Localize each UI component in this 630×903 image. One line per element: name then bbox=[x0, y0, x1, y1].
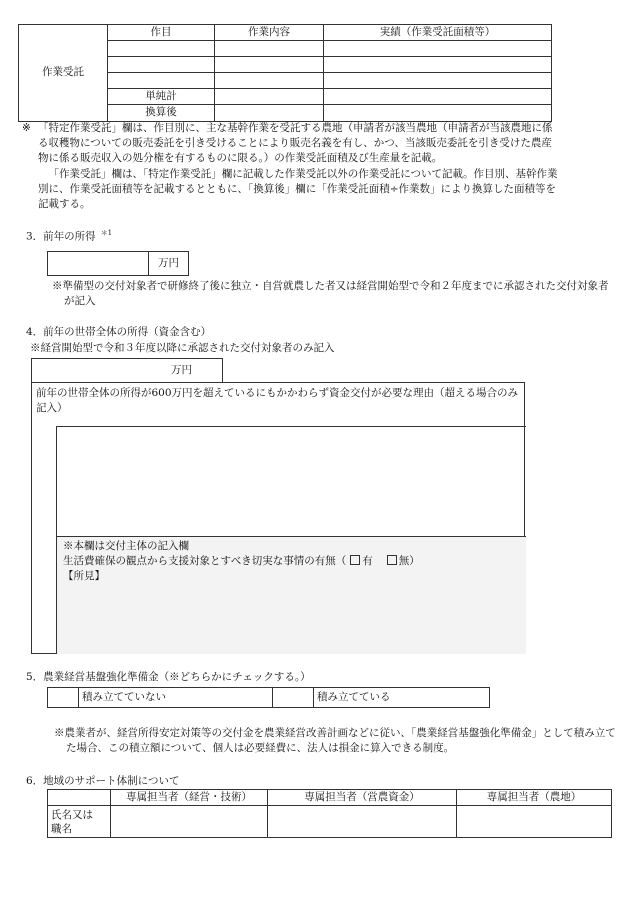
header-farmland: 専属担当者（農地） bbox=[457, 790, 612, 806]
reserve-fund-table bbox=[47, 687, 490, 708]
note-paragraph-2: 「作業受託」欄は、「特定作業受託」欄に記載した作業受託以外の作業受託について記載。作目別、基幹作業別に、作業受託面積等を記載するとともに、「換算後」欄に「作業受託面積÷作業数」により換算した面積等を記載する。 bbox=[38, 167, 558, 211]
authority-section bbox=[56, 536, 526, 654]
authority-question-text: 生活費確保の観点から支援対象とすべき切実な事情の有無（ bbox=[63, 555, 347, 567]
household-income-box bbox=[31, 358, 223, 383]
yes-checkbox[interactable] bbox=[350, 555, 360, 565]
table-cell[interactable] bbox=[215, 57, 324, 73]
reason-frame bbox=[31, 382, 525, 654]
table-cell[interactable] bbox=[324, 41, 552, 57]
section-3-note: ※準備型の交付対象者で研修終了後に独立・自営就農した者又は経営開始型で令和２年度までに承認された交付対象者が記入 bbox=[52, 280, 609, 308]
header-funding: 専属担当者（営農資金） bbox=[268, 790, 457, 806]
saving-label: 積み立てている bbox=[314, 688, 490, 708]
table-cell[interactable] bbox=[215, 89, 324, 105]
not-saving-checkbox[interactable] bbox=[48, 688, 79, 708]
footnote-marker: ＊1 bbox=[100, 229, 113, 237]
farmland-staff-input[interactable] bbox=[457, 806, 612, 838]
no-checkbox[interactable] bbox=[387, 555, 397, 565]
work-consignment-table bbox=[18, 24, 552, 122]
table-cell[interactable] bbox=[215, 105, 324, 121]
header-management: 専属担当者（経営・技術） bbox=[111, 790, 268, 806]
household-income-unit: 万円 bbox=[171, 363, 192, 376]
table-cell[interactable] bbox=[324, 73, 552, 89]
prev-income-unit: 万円 bbox=[149, 252, 189, 276]
header-results: 実績（作業受託面積等） bbox=[324, 25, 552, 41]
subtotal-label: 単純計 bbox=[108, 89, 215, 105]
household-income-input[interactable] bbox=[32, 359, 199, 383]
name-label-line1: 氏名又は bbox=[51, 808, 93, 821]
name-label-line2: 職名 bbox=[51, 822, 72, 835]
management-staff-input[interactable] bbox=[111, 806, 268, 838]
note-mark: ※ bbox=[22, 122, 31, 134]
row-label-work-consignment: 作業受託 bbox=[19, 25, 108, 122]
section-5-note: ※農業者が、経営所得安定対策等の交付金を農業経営改善計画などに従い、「農業経営基盤強化準備金」として積み立てた場合、この積立額について、個人は必要経費に、法人は損金に算入できる制度。 bbox=[54, 727, 616, 755]
section-6-title: 6．地域のサポート体制について bbox=[26, 775, 180, 787]
reason-label: 前年の世帯全体の所得が600万円を超えているにもかかわらず資金交付が必要な理由（超える場合のみ記入） bbox=[36, 387, 519, 415]
note-work-consignment bbox=[22, 121, 558, 212]
table-cell[interactable] bbox=[324, 105, 552, 121]
not-saving-label: 積み立てていない bbox=[79, 688, 273, 708]
section-4-note: ※経営開始型で令和３年度以降に承認された交付対象者のみ記入 bbox=[30, 342, 335, 354]
table-cell[interactable] bbox=[324, 89, 552, 105]
name-or-title-label bbox=[48, 806, 111, 838]
yes-label: 有 bbox=[362, 555, 373, 567]
funding-staff-input[interactable] bbox=[268, 806, 457, 838]
converted-label: 換算後 bbox=[108, 105, 215, 121]
header-work-content: 作業内容 bbox=[215, 25, 324, 41]
reason-input[interactable] bbox=[56, 426, 526, 536]
section-3-title bbox=[26, 228, 112, 245]
table-cell[interactable] bbox=[108, 41, 215, 57]
table-cell[interactable] bbox=[324, 57, 552, 73]
table-cell[interactable] bbox=[215, 73, 324, 89]
header-blank bbox=[48, 790, 111, 806]
household-income-spacer bbox=[198, 359, 223, 383]
section-4-title: 4．前年の世帯全体の所得（資金含む） bbox=[26, 326, 212, 338]
section-5-title: 5．農業経営基盤強化準備金（※どちらかにチェックする。） bbox=[26, 671, 311, 683]
note-paragraph-1: 「特定作業受託」欄は、作目別に、主な基幹作業を受託する農地（申請者が該当農地（申請者が当該農地に係る収穫物についての販売委託を引き受けることにより販売名義を有し、かつ、当該販売委託を引き受けた農産物に係る販売収入の処分権を有するものに限る。）の作業受託面積及び生産量を記載。 bbox=[38, 122, 553, 165]
table-cell[interactable] bbox=[108, 57, 215, 73]
prev-income-input[interactable] bbox=[48, 252, 149, 276]
header-crop: 作目 bbox=[108, 25, 215, 41]
authority-title: ※本欄は交付主体の記入欄 bbox=[63, 540, 189, 552]
authority-question-close: ） bbox=[409, 555, 420, 567]
support-system-table bbox=[47, 789, 612, 838]
section-3-title-text: 3．前年の所得 bbox=[26, 230, 96, 243]
table-cell[interactable] bbox=[108, 73, 215, 89]
prev-income-box bbox=[47, 251, 189, 276]
authority-question bbox=[63, 554, 420, 569]
table-cell[interactable] bbox=[215, 41, 324, 57]
no-label: 無 bbox=[398, 555, 410, 567]
saving-checkbox[interactable] bbox=[273, 688, 314, 708]
opinion-label: 【所見】 bbox=[63, 570, 105, 582]
